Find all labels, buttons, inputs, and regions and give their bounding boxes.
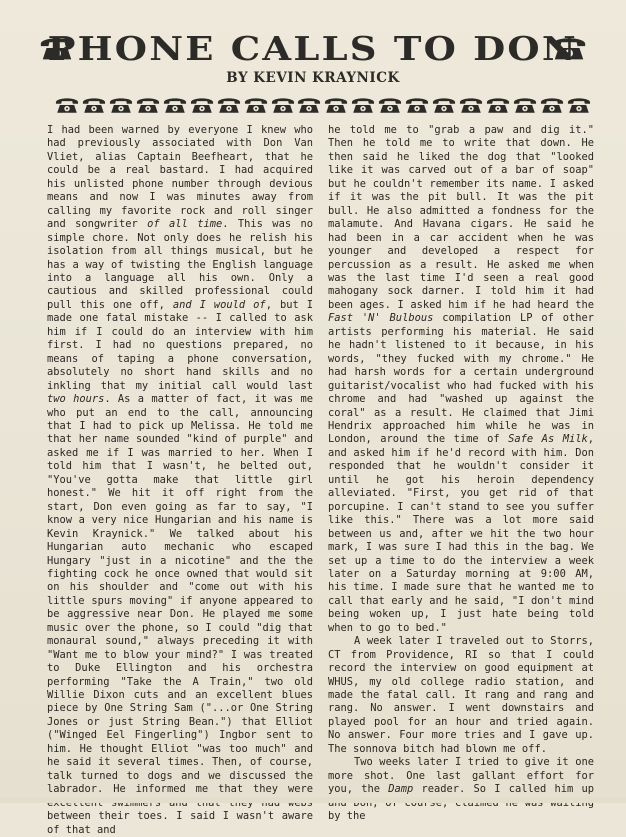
paragraph: Two weeks later I tried to give it one more shot. One last gallant effort for you, the Damp reader. So I called him up by the xyxy=(328,756,594,823)
rotary-phone-icon xyxy=(485,95,511,115)
article-column-right xyxy=(328,124,595,823)
rotary-phone-icon xyxy=(135,95,161,115)
rotary-phone-icon xyxy=(270,95,296,115)
article-title: PHONE CALLS TO DON xyxy=(47,28,579,68)
title-row xyxy=(40,26,586,70)
article-byline: BY KEVIN KRAYNICK xyxy=(226,70,400,86)
rotary-phone-icon xyxy=(81,95,107,115)
rotary-phone-icon xyxy=(404,95,430,115)
rotary-phone-icon xyxy=(539,95,565,115)
album-title: Fast 'N' Bulbous xyxy=(328,312,434,325)
rotary-phone-icon xyxy=(350,95,376,115)
magazine-name: Damp xyxy=(388,783,414,796)
rotary-phone-icon xyxy=(566,95,592,115)
emphasis: two hours xyxy=(47,393,105,406)
emphasis: of all time xyxy=(147,218,223,231)
rotary-phone-icon xyxy=(54,95,80,115)
rotary-phone-icon xyxy=(108,95,134,115)
rotary-phone-icon xyxy=(431,95,457,115)
paragraph: he told me to "grab a paw and dig it." Then he told me to write that down. He then said he liked the dog that "looked like it was carved out of a bar of soap" but he couldn't remember its name. I asked if it was the pit bull. It was the pit bull. He also admitted a fondness for the malamute. And Havana cigars. He said he had been in a car accident when he was younger and developed a respect for percussion as a result. He asked me when was the last time I'd seen a real good mahogany sock darner. I told him it had been ages. I asked him if he had heard the Fast 'N' Bulbous compilation LP of other artists performing his material. He said he hadn't listened to it because, in his words, "they fucked with my chrome." He had harsh words for a certain underground guitarist/vocalist who had fucked with his chrome and had "washed up against the coral" as a result. He claimed that Jimi Hendrix approached him while he was in London, around the time of Safe As Milk, and asked him if he'd record with him. Don responded that he wouldn't consider it until he got his heroin dependency alleviated. "First, you get rid of that porcupine. I can't stand to see you suffer like this." There was a lot more said between us and, after we hit the two hour mark, I was sure I had this in the bag. We set up a time to do the interview a week later on a Saturday morning at 9:00 AM, his time. I made sure that he wanted me to call that early and he said, "I don't mind being woken up, I just hate being told when to go to bed." xyxy=(328,124,595,634)
page-edge xyxy=(0,797,626,803)
rotary-phone-icon xyxy=(323,95,349,115)
paragraph: I had been warned by everyone I knew who had previously associated with Don Van Vliet, alias Captain Beefheart, that he could be a real bastard. I had acquired his unlisted phone number through devious means and now I was minutes away from calling my favorite rock and roll singer and songwriter of all time. This was no simple chore. Not only does he relish his isolation from all things musical, but he has a way of twisting the English language into a language all his own. Only a cautious and skilled professional could pull this one off, and I would of, but I made one fatal mistake -- I called to ask him if I could do an interview with him first. I had no questions prepared, no means of taping a phone conversation, absolutely no short hand skills and no inkling that my initial call would last two hours. As a matter of fact, it was me who put an end to the call, announcing that I had to pick up Melissa. He told me that her name sounded "kind of purple" and asked me if I was married to her. When I told him that I wasn't, he belted out, "You've gotta make that little girl honest." We hit it off right from the start, Don even going as far to say, "I know a very nice Hungarian and his name is Kevin Kraynick." We talked about his Hungarian auto mechanic who escaped Hungary "just in a nicotine" and the the fighting cock he once owned that would sit on his shoulder and "come out with his little spurs moving" if anyone appeared to be aggressive near Don. He played me some music over the phone, so I could "dig that monaural sound," always preceding it with "Want me to blow your mind?" I was treated to Duke Ellington and his orchestra performing "Take the A Train," two old Willie Dixon cuts and an excellent blues piece by One String Sam ("...or One String Jones or just String Bean.") that Elliot ("Winged Eel Fingerling") Ingbor sent to him. He thought Elliot "was too much" and he said it several times. Then, of course, talk turned to dogs and we discussed the labrador. He informed me that they were between their toes. I said I wasn't aware of that and xyxy=(47,124,313,836)
paragraph: A week later I traveled out to Storrs, CT from Providence, RI so that I could record the interview on good equipment at WHUS, my old college radio station, and made the fatal call. It rang and rang and rang. No answer. I went downstairs and played pool for an hour and tried again. No answer. Four more tries and I gave up. The sonnova bitch had blown me off. xyxy=(328,635,594,755)
rotary-phone-icon xyxy=(243,95,269,115)
rotary-phone-icon xyxy=(458,95,484,115)
rotary-phone-icon xyxy=(377,95,403,115)
phone-decoration-row xyxy=(54,94,592,116)
rotary-phone-icon xyxy=(189,95,215,115)
emphasis: and I would of xyxy=(172,298,266,311)
article-column-left xyxy=(47,124,313,836)
album-title: Safe As Milk xyxy=(508,433,588,446)
rotary-phone-icon xyxy=(162,95,188,115)
rotary-phone-icon xyxy=(512,95,538,115)
rotary-phone-icon xyxy=(216,95,242,115)
rotary-phone-icon xyxy=(296,95,322,115)
